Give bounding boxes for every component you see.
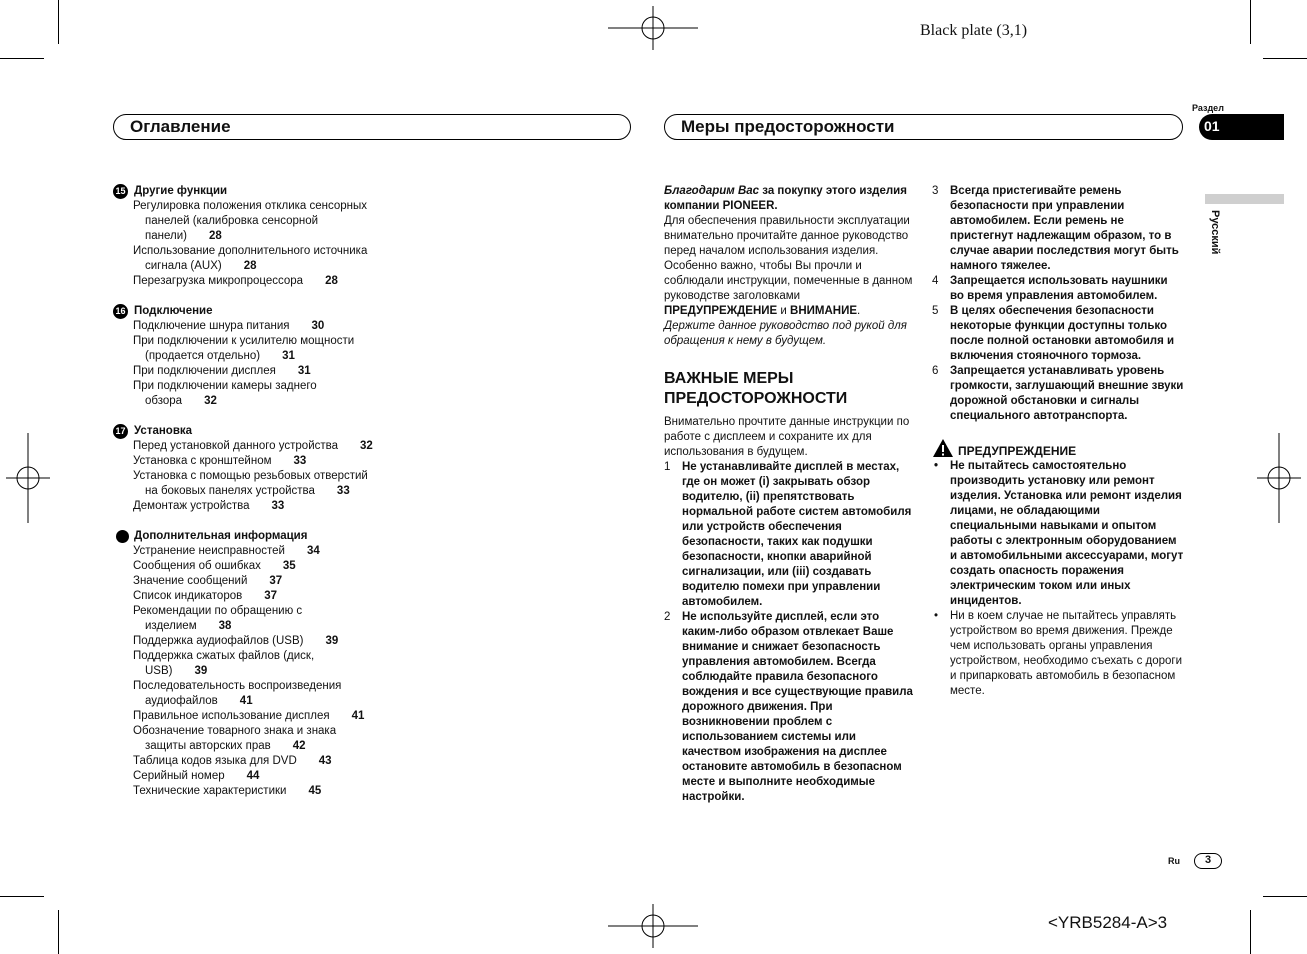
toc-entry-text: Список индикаторов bbox=[133, 590, 243, 602]
important-item bbox=[932, 274, 1184, 304]
toc-entry-text: Установка с кронштейном bbox=[133, 455, 272, 467]
toc-entry-text: Рекомендации по обращению с изделием bbox=[133, 605, 303, 632]
toc-entry bbox=[113, 769, 373, 784]
toc-entry-text: Перезагрузка микропроцессора bbox=[133, 275, 304, 287]
toc-entry-text: Обозначение товарного знака и знака защиты авторских прав bbox=[133, 725, 337, 752]
toc-entry-text: При подключении дисплея bbox=[133, 365, 276, 377]
intro-thanks bbox=[664, 184, 914, 214]
toc-entry-text: Технические характеристики bbox=[133, 785, 287, 797]
toc-entry-page: 38 bbox=[218, 620, 232, 632]
toc-entry bbox=[113, 319, 373, 334]
important-item-text: В целях обеспечения безопасности некоторые функции доступны только после полной остановки автомобиля и включения стояночного тормоза. bbox=[950, 305, 1175, 362]
toc-entry-text: Установка с помощью резьбовых отверстий на боковых панелях устройства bbox=[133, 470, 368, 497]
toc-entry-text: Использование дополнительного источника сигнала (AUX) bbox=[133, 245, 368, 272]
toc-section-title bbox=[113, 529, 373, 544]
crop-mark bbox=[58, 0, 59, 44]
important-item bbox=[932, 184, 1184, 274]
important-item-number: 4 bbox=[932, 275, 939, 287]
warning-heading bbox=[932, 444, 1184, 459]
toc-entry bbox=[113, 439, 373, 454]
toc-section-title bbox=[113, 304, 373, 319]
toc-entry-page: 42 bbox=[292, 740, 306, 752]
warning-bullet bbox=[932, 609, 1184, 699]
toc-entry-page: 41 bbox=[239, 695, 253, 707]
toc-section-title bbox=[113, 424, 373, 439]
intro-text: Для обеспечения правильности эксплуатации внимательно прочитайте данное руководство перед началом использования изделия. Особенно важно, чтобы Вы прочли и соблюдали инструкции, помеченные в данном руководстве заголовками bbox=[664, 215, 913, 302]
toc-entry-page: 31 bbox=[282, 350, 295, 362]
toc-entry-text: Значение сообщений bbox=[133, 575, 248, 587]
registration-mark-icon bbox=[608, 904, 698, 948]
crop-mark bbox=[1250, 0, 1251, 44]
intro-italic-end: Держите данное руководство под рукой для обращения к нему в будущем. bbox=[664, 320, 907, 347]
toc-entry bbox=[113, 724, 373, 754]
toc-entry-page: 44 bbox=[246, 770, 260, 782]
toc-entry-page: 31 bbox=[297, 365, 311, 377]
precautions-column-1 bbox=[664, 184, 914, 805]
toc-header: Оглавление bbox=[113, 114, 631, 140]
registration-mark-icon bbox=[1257, 433, 1301, 523]
toc-entry-page: 41 bbox=[351, 710, 365, 722]
toc-entry bbox=[113, 379, 373, 409]
warning-bullet bbox=[932, 459, 1184, 609]
toc-entry-page: 33 bbox=[336, 485, 350, 497]
toc-entry-page: 28 bbox=[208, 230, 222, 242]
intro-bold-warning: ПРЕДУПРЕЖДЕНИЕ bbox=[664, 305, 778, 317]
toc-entry bbox=[113, 649, 373, 679]
toc-entry-page: 45 bbox=[308, 785, 322, 797]
crop-mark bbox=[58, 910, 59, 954]
toc-entry-text: Демонтаж устройства bbox=[133, 500, 250, 512]
toc-entry-text: Устранение неисправностей bbox=[133, 545, 285, 557]
important-item-number: 6 bbox=[932, 365, 939, 377]
toc-entry-text: Поддержка сжатых файлов (диск, USB) bbox=[133, 650, 315, 677]
important-intro: Внимательно прочтите данные инструкции по работе с дисплеем и сохраните их для использования в будущем. bbox=[664, 416, 910, 458]
toc-section-label: Установка bbox=[134, 425, 193, 437]
toc-entry-page: 35 bbox=[282, 560, 296, 572]
intro-bold-caution: ВНИМАНИЕ bbox=[790, 305, 858, 317]
crop-mark bbox=[1263, 58, 1307, 59]
intro-and: и bbox=[777, 305, 791, 317]
bullet-dot-icon: • bbox=[934, 610, 939, 622]
precautions-header: Меры предосторожности bbox=[664, 114, 1183, 140]
toc-entry bbox=[113, 784, 373, 799]
important-item bbox=[664, 460, 914, 610]
precautions-column-2 bbox=[932, 184, 1184, 699]
toc-entry-text: Регулировка положения отклика сенсорных панелей (калибровка сенсорной панели) bbox=[133, 200, 368, 242]
toc-entry-page: 32 bbox=[204, 395, 217, 407]
warning-bullet-text: Ни в коем случае не пытайтесь управлять устройством во время движения. Прежде чем использовать органы управления устройством, необходимо съехать с дороги и припарковать автомобиль в безопасном месте. bbox=[950, 610, 1183, 697]
toc-entry bbox=[113, 544, 373, 559]
toc-entry-text: Таблица кодов языка для DVD bbox=[133, 755, 297, 767]
important-item-text: Запрещается использовать наушники во время управления автомобилем. bbox=[950, 275, 1168, 302]
warning-triangle-icon bbox=[932, 438, 954, 458]
toc-entry bbox=[113, 604, 373, 634]
toc-entry-text: При подключении к усилителю мощности (продается отдельно) bbox=[133, 335, 355, 362]
toc-entry-page: 37 bbox=[264, 590, 278, 602]
important-item-text: Не устанавливайте дисплей в местах, где он может (i) закрывать обзор водителю, (ii) препятствовать нормальной работе систем автомобиля или устройств обеспечения безопасности, таких как подушки безопасности, кнопки аварийной сигнализации, или (iii) создавать водителю помехи при управлении автомобилем. bbox=[682, 461, 912, 608]
important-item-number: 3 bbox=[932, 185, 939, 197]
toc-entry bbox=[113, 754, 373, 769]
chapter-bullet-icon bbox=[116, 530, 129, 543]
toc-entry bbox=[113, 679, 373, 709]
page-number: 3 bbox=[1194, 853, 1222, 869]
toc-entry bbox=[113, 244, 373, 274]
toc-entry-page: 43 bbox=[318, 755, 332, 767]
important-item-text: Не используйте дисплей, если это каким-либо образом отвлекает Ваше внимание и снижает безопасность управления автомобилем. Всегда соблюдайте правила безопасного вождения и все существующие правила дорожного движения. При возникновении проблем с использованием системы или качеством изображения на дисплее остановите автомобиль в безопасном месте и выполните необходимые настройки. bbox=[682, 611, 913, 803]
toc-entry-text: Правильное использование дисплея bbox=[133, 710, 330, 722]
toc-entry bbox=[113, 469, 373, 499]
important-item-text: Запрещается устанавливать уровень громкости, заглушающий внешние звуки дорожной обстановки и сигналы специального автотранспорта. bbox=[950, 365, 1184, 422]
toc-entry bbox=[113, 709, 373, 724]
toc-entry-page: 37 bbox=[269, 575, 283, 587]
toc-entry-text: Серийный номер bbox=[133, 770, 225, 782]
toc-entry-page: 32 bbox=[360, 440, 373, 452]
toc-entry bbox=[113, 589, 373, 604]
section-number: 01 bbox=[1204, 118, 1220, 134]
toc-entry-page: 33 bbox=[271, 500, 285, 512]
toc-section-label: Подключение bbox=[134, 305, 213, 317]
chapter-badge: 16 bbox=[113, 304, 128, 319]
toc-entry-page: 28 bbox=[325, 275, 338, 287]
toc-entry bbox=[113, 334, 373, 364]
toc-section bbox=[113, 184, 373, 289]
toc-entry bbox=[113, 634, 373, 649]
toc-entry bbox=[113, 454, 373, 469]
toc-section-label: Другие функции bbox=[134, 185, 228, 197]
crop-mark bbox=[0, 58, 44, 59]
important-item bbox=[932, 364, 1184, 424]
toc-entry-page: 39 bbox=[325, 635, 339, 647]
footer-language: Ru bbox=[1168, 856, 1180, 866]
important-list-part2 bbox=[932, 184, 1184, 424]
toc-entry-page: 28 bbox=[243, 260, 257, 272]
language-tab: Русский bbox=[1209, 210, 1221, 255]
toc-entry-page: 39 bbox=[194, 665, 208, 677]
intro-paragraph bbox=[664, 214, 914, 349]
toc-entry-page: 30 bbox=[311, 320, 325, 332]
important-item-number: 5 bbox=[932, 305, 939, 317]
plate-label: Black plate (3,1) bbox=[920, 22, 1028, 39]
crop-mark bbox=[1250, 910, 1251, 954]
toc-entry bbox=[113, 199, 373, 244]
language-tab-bar bbox=[1205, 194, 1284, 204]
important-list-part1 bbox=[664, 460, 914, 805]
important-title: ВАЖНЫЕ МЕРЫ ПРЕДОСТОРОЖНОСТИ bbox=[664, 370, 848, 407]
bullet-dot-icon: • bbox=[934, 460, 939, 472]
important-item-number: 1 bbox=[664, 461, 671, 473]
toc-entry-text: Перед установкой данного устройства bbox=[133, 440, 339, 452]
important-item bbox=[664, 610, 914, 805]
registration-mark-icon bbox=[608, 6, 698, 50]
toc-section bbox=[113, 424, 373, 514]
crop-mark bbox=[1263, 896, 1307, 897]
toc-entry-text: Подключение шнура питания bbox=[133, 320, 290, 332]
important-item-text: Всегда пристегивайте ремень безопасности при управлении автомобилем. Если ремень не пристегнут надлежащим образом, то в случае аварии последствия могут быть намного тяжелее. bbox=[950, 185, 1179, 272]
toc-section bbox=[113, 304, 373, 409]
chapter-badge: 15 bbox=[113, 184, 128, 199]
intro-thanks-rest: за покупку этого изделия компании PIONEER. bbox=[664, 185, 907, 212]
toc-entry bbox=[113, 574, 373, 589]
toc-section-title bbox=[113, 184, 373, 199]
toc-entry bbox=[113, 274, 373, 289]
toc-entry-text: Последовательность воспроизведения аудиофайлов bbox=[133, 680, 342, 707]
registration-mark-icon bbox=[6, 433, 50, 523]
warning-title: ПРЕДУПРЕЖДЕНИЕ bbox=[958, 444, 1077, 458]
toc-entry bbox=[113, 364, 373, 379]
chapter-badge: 17 bbox=[113, 424, 128, 439]
document-code: <YRB5284-A>3 bbox=[1048, 913, 1168, 932]
toc-section bbox=[113, 529, 373, 799]
intro-thanks-italic: Благодарим Вас bbox=[664, 185, 760, 197]
table-of-contents bbox=[113, 184, 373, 814]
toc-entry bbox=[113, 559, 373, 574]
section-label: Раздел bbox=[1192, 103, 1224, 113]
toc-section-label: Дополнительная информация bbox=[134, 530, 308, 542]
toc-entry-page: 34 bbox=[306, 545, 320, 557]
toc-entry-text: Поддержка аудиофайлов (USB) bbox=[133, 635, 304, 647]
toc-entry-text: Сообщения об ошибках bbox=[133, 560, 261, 572]
warning-bullet-text: Не пытайтесь самостоятельно производить установку или ремонт изделия. Установка или ремонт изделия лицами, не обладающими специальными навыками и опытом работы с электронным оборудованием и автомобильными аксессуарами, могут создать опасность поражения электрическим током или иных инцидентов. bbox=[950, 460, 1184, 607]
intro-dot: . bbox=[857, 305, 861, 317]
important-item bbox=[932, 304, 1184, 364]
toc-entry-page: 33 bbox=[293, 455, 307, 467]
important-item-number: 2 bbox=[664, 611, 671, 623]
toc-entry-text: При подключении камеры заднего обзора bbox=[133, 380, 317, 407]
warning-list bbox=[932, 459, 1184, 699]
crop-mark bbox=[0, 896, 44, 897]
toc-entry bbox=[113, 499, 373, 514]
